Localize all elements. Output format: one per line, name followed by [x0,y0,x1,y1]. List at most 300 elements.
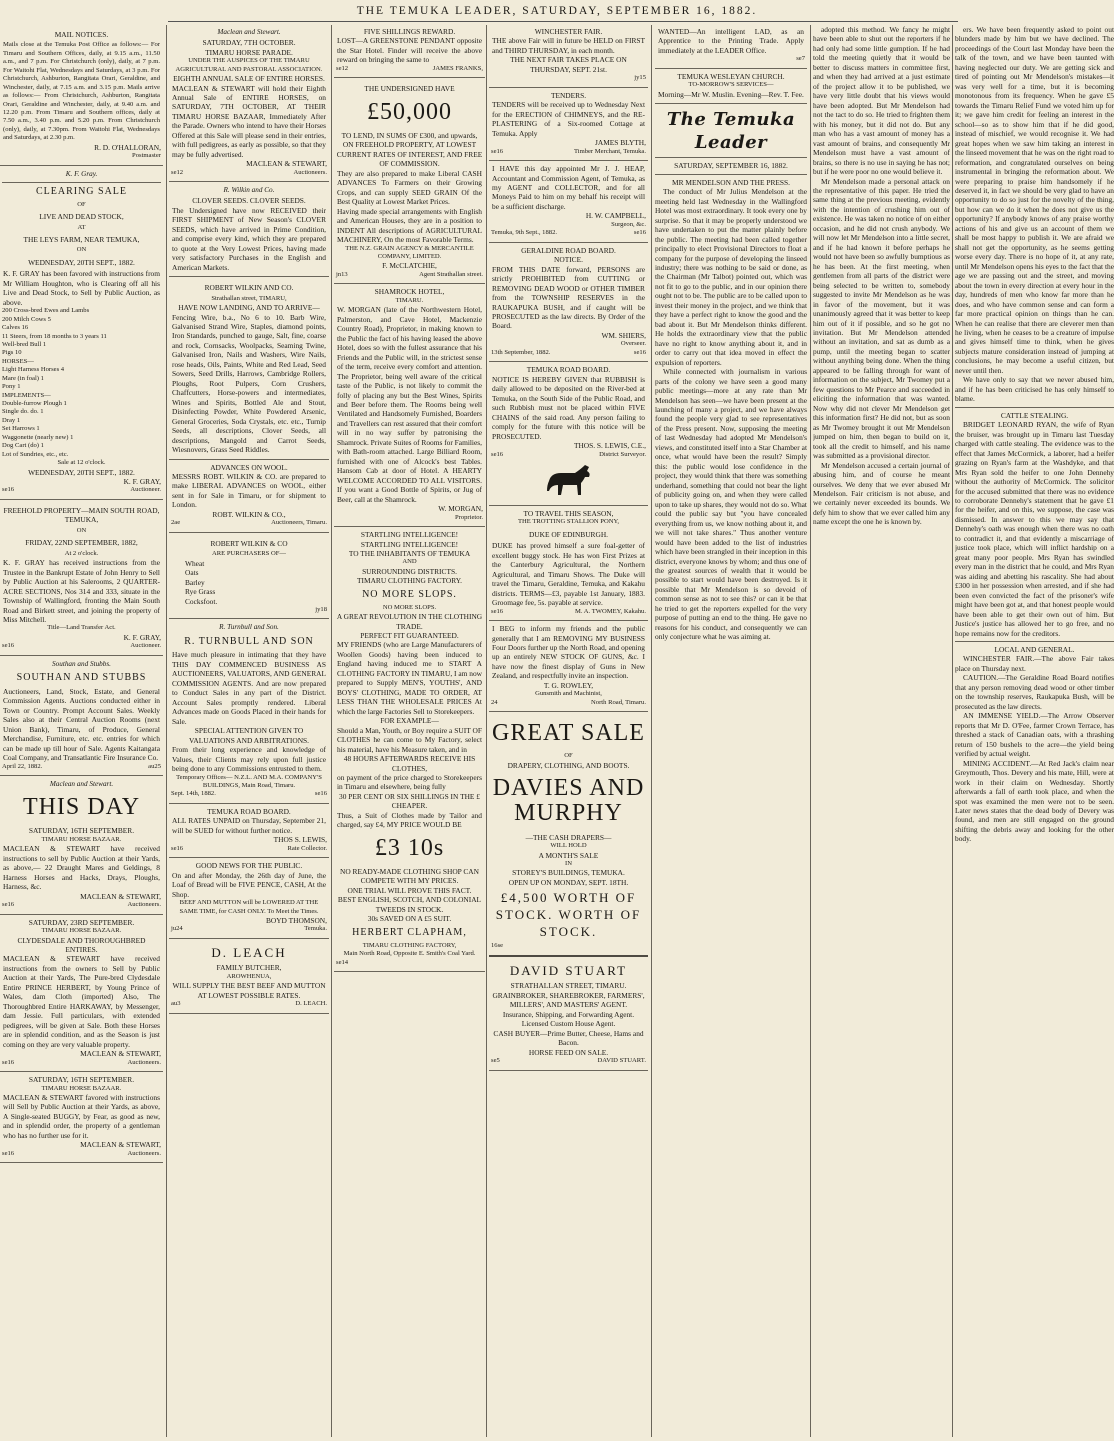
ad-code: se16 [171,844,184,852]
ad-signature: MACLEAN & STEWART, [246,159,327,169]
ad-body: I HAVE this day appointed Mr J. J. HEAP, Accountant and Commission Agent, of Temuka, as my AGENT and COLLECTOR, and for all Moneys Paid to him on my behalf his receipt will be a sufficient discharge. [492,164,645,211]
ad-body: TO LEND, IN SUMS OF £300, and upwards, ON FREEHOLD PROPERTY, AT LOWEST CURRENT RATES OF INTEREST, AND FREE OF COMMISSION. [336,130,483,169]
stock-item: IMPLEMENTS— [2,391,51,399]
ad-code: se12 [171,168,184,176]
ad-title: DAVID STUART [509,962,628,978]
ad-signature: H. W. CAMPBELL, [585,211,646,221]
this-day-title: THIS DAY [22,795,141,821]
wesleyan-church-notice [655,70,807,104]
mail-notices [0,25,163,166]
divider [655,174,807,175]
ad-title: WINCHESTER FAIR. [534,27,603,36]
ad-title: TEMUKA ROAD BOARD. [526,365,611,375]
masthead-rule [168,21,958,22]
winchester-fair-ad [489,25,648,88]
advertiser-heading: R. Wilkin and Co. [223,186,275,195]
article-paragraph: While connected with journalism in various parts of the colony we have seen a good many public meetings—more at any rate than Mr Mendelson has seen—we have been present at the launching of many a project, and we have always found the people very glad to see representatives of the Press present. Now, supposing the meeting of last Wednesday had adopted Mr Mendelson's views, and constituted itself into a Star Chamber at once, what would have been the result? Simply this: the public would lose confidence in the project, they would think that there was something underhand, something that could not bear the light of publicity going on, and when they were called upon to take up shares, they would not do so. What could the public say but "you have concealed everything from us, we know nothing about it, and we will not take shares." Thus another venture would have been added to the list of industries which have been strangled in their inception in this district, everyone knows by whom; and thus one of the greatest sources of wealth that it would be possible to start would have been destroyed. Is it possible that Mr Mendelson is so devoid of common sense as not to see this? or can it be that he tried to get the reporters expelled for the very purpose of putting an end to the thing. He gave no reasons for his conduct, and consequently we can only conjecture what he was aiming at. [655,367,807,642]
ad-address: North Road, Timaru. [591,698,646,706]
ad-title: CLOVER SEEDS. CLOVER SEEDS. [192,196,306,206]
ad-signature: MACLEAN & STEWART, [80,1140,161,1150]
buggy-sale-ad [0,1073,163,1163]
ad-signature-title: Auctioneers, Timaru. [271,519,327,527]
ad-roles: GRAINBROKER, SHAREBROKER, FARMERS', MILLERS', AND MASTERS' AGENT. [492,990,645,1010]
ad-body: Auctioneers, Land, Stock, Estate, and General Commission Agents. Auctions conducted either in Town or Country. Prompt Account Sales. Weekly Sales also at their Central Auction Rooms (next Union Bank), Timaru, of Produce, General Merchandise, Furniture, etc. etc. entries for which can be made up till hour of Sale. Agents Kaitangata Coal Company, and Transatlantic Fire Insurance Co. [3,686,160,763]
ad-eighth: EIGHTH ANNUAL SALE OF ENTIRE HORSES. [173,74,325,84]
ad-signature: JAMES FRANKS, [432,64,483,72]
ad-signature: T. G. ROWLEY, [543,680,594,690]
ad-body-2: From their long experience and knowledge of Values, their Clients may rely upon full justice being done to any Commissions entrusted to them. [172,745,326,774]
clothing-factory-ad [334,528,485,972]
ad-meat: BEEF AND MUTTON will be LOWERED AT THE SAME TIME, for CASH ONLY. To Meet the Times. [179,899,319,915]
ad-title: TEMUKA ROAD BOARD. [207,806,291,816]
leach-butcher-ad [169,940,329,1014]
ad-sub: ARE PURCHASERS OF— [211,550,286,558]
produce-item: Wheat [185,558,205,568]
reward-ad [334,25,485,78]
ad-signature: ROBT. WILKIN & CO., [212,509,286,519]
ad-code: se16 [491,450,504,458]
ad-address: STRATHALLAN STREET, TIMARU. [510,981,627,991]
ad-title: THE UNDERSIGNED HAVE [364,84,455,94]
ad-place: TIMARU HORSE BAZAAR. [41,835,122,843]
ad-title-line: Title—Land Transfer Act. [47,624,116,632]
ad-title: SHAMROCK HOTEL, [374,287,445,297]
ad-signature: DAVID STUART. [597,1057,646,1065]
ad-line: DRAPERY, CLOTHING, AND BOOTS. [507,760,630,770]
wanted-apprentice-ad [655,25,807,69]
ad-title-2: STARTLING INTELLIGENCE! [360,539,459,549]
local-item: WINCHESTER FAIR.—The above Fair takes place on Thursday next. [955,654,1114,673]
ad-code: se12 [336,64,349,72]
ad-signature: THE N.Z. GRAIN AGENCY & MERCANTILE COMPANY, LIMITED. [345,244,474,261]
ad-signature: K. F. GRAY, [123,632,161,642]
ad-body: WILL SUPPLY THE BEST BEEF AND MUTTON AT LOWEST POSSIBLE RATES. [172,981,326,1000]
ad-under: UNDER THE AUSPICES OF THE TIMARU AGRICULTURAL AND PASTORAL ASSOCIATION. [175,57,323,73]
local-item: CAUTION.—The Geraldine Road Board notifies that any person removing dead wood or other timber on the township reserves, Raukapuka Bush, will be prosecuted as the law directs. [955,673,1114,711]
clover-seeds-ad [169,183,329,277]
stock-item: Pigs 10 [2,349,22,357]
ad-body: FROM THIS DATE forward, PERSONS are strictly PROHIBITED from CUTTING or REMOVING DEAD WOOD or OTHER TIMBER from the TOWNSHIP RESERVES in the RAUKAPUKA BUSH, and if caught will be PROSECUTED as the law directs. By Order of the Board. [492,264,645,331]
article-paragraph: The conduct of Mr Julius Mendelson at the meeting held last Wednesday in the Wallingford Hotel was most extraordinary. It took every one by surprise. So that it may be properly understood we have undertaken to put the matter plainly before the public. The meeting had been called together principally to elect Provisional Directors to float a company for the purpose of developing the linseed industry; there was nothing to be said or done, as the Chairman (Mr Talbot) pointed out, which was not fit to go to the public, and in our opinion there ought not to be. The public are to be called upon to invest their money in the project, and we think that they have a perfect right to know the good and the bad about it. But Mr Mendelson thinks different. He holds the extraordinary view that the public have no right to know anything about it, and in order to carry out that idea moved in effect the expulsion of reporters. [655,187,807,367]
ad-signature-title: Auctioneer. [130,642,161,650]
stock-item: Dray 1 [2,416,21,424]
ad-place: THE LEYS FARM, NEAR TEMUKA, [23,234,140,244]
ad-title: ADVANCES ON WOOL. [210,462,288,472]
article-paragraph: Mr Mendelson accused a certain journal of abusing him, and of course he meant ourselves. We deny that we ever abused Mr Mendelson. Fair criticism is not abuse, and we certainly never exceeded its bounds. We defy him to show that we ever called him any name except the one he is known by. [813,460,950,527]
ad-date: FRIDAY, 22ND SEPTEMBER, 1882, [25,538,138,548]
ad-body: TENDERS will be received up to Wednesday Next for the ERECTION of CHIMNEYS, and the RE-PLASTERING of a Six-roomed Cottage at Temuka. Apply [492,100,645,138]
ad-body: THE above Fair will in future be HELD on FIRST and THIRD THURSDAY, in each month. [492,36,645,55]
stock-item: Calves 16 [2,324,29,332]
ad-signature-title: TIMARU CLOTHING FACTORY, [362,941,457,949]
clydesdale-sale-ad [0,916,163,1072]
ad-signature-title: Auctioneer. [130,486,161,494]
ad-signature-2: F. McCLATCHIE, [382,261,437,271]
produce-list [171,559,327,606]
ad-body-3: Having made special arrangements with English and American Houses, they are in a position to INDENT All descriptions of AGRICULTURAL MACHINERY, On the most Favorable Terms. [337,206,482,245]
ad-code: se16 [314,790,327,798]
ad-signature: THOS S. LEWIS, [273,835,327,845]
page-masthead: THE TEMUKA LEADER, SATURDAY, SEPTEMBER 16, 1882. [356,5,758,17]
church-title: TEMUKA WESLEYAN CHURCH. [677,71,785,81]
ad-signature: M. A. TWOMEY, Kakahu. [574,607,646,615]
column-rule [810,25,811,1437]
advertiser-heading: R. Turnbull and Son. [219,623,279,632]
advertiser-heading: Maclean and Stewart. [217,28,281,36]
column-6 [813,25,950,1437]
produce-item: Barley [185,577,205,587]
mail-signature-title: Postmaster [132,152,161,160]
stock-item: Well-bred Bull 1 [2,340,47,348]
divider [955,407,1114,408]
ad-signature: JAMES BLYTH, [595,138,646,148]
ad-body: WANTED—An intelligent LAD, as an Apprentice to the Printing Trade. Apply immediately at the LEADER Office. [658,27,804,55]
ad-signature: WM. SHIERS, [601,330,646,340]
gray-freehold-property [0,501,163,656]
ad-no-ready-made: NO READY-MADE CLOTHING SHOP CAN COMPETE WITH MY PRICES. [340,867,479,886]
column-7 [955,25,1114,1437]
column-5 [655,25,807,1437]
horse-icon [541,461,597,499]
ad-title: CLYDESDALE AND THOROUGHBRED ENTIRES. [17,935,146,954]
ad-signature: MACLEAN & STEWART, [80,891,161,901]
ad-body: I BEG to inform my friends and the public generally that I am REMOVING MY BUSINESS Four Doors further up the North Road, and opening up an entirely NEW STOCK OF GUNS, &c. I have now the finest display of Guns in New Zealand, and respectfully invite an inspection. [492,624,645,681]
local-general-title: LOCAL AND GENERAL. [994,645,1075,654]
great-sale-title: GREAT SALE [492,721,645,747]
leader-masthead: The Temuka Leader [666,109,796,154]
ad-of: OF [77,200,86,208]
stock-item: HORSES— [2,357,34,365]
ad-sub: NOTICE. [554,255,583,265]
ad-body: LOST—A GREENSTONE PENDANT opposite the Star Hotel. Finder will receive the above reward on bringing the same to [337,36,482,65]
ad-code: se16 [491,607,504,615]
ad-address: Main North Road, Opposite E. Smith's Coal Yard. [343,950,476,958]
ad-date: April 22, 1882. [2,762,43,770]
ad-slops: NO MORE SLOPS. [362,588,457,600]
ad-code: jy18 [315,606,327,614]
ad-fit: PERFECT FIT GUARANTEED. [360,630,459,640]
ad-date: SATURDAY, 16TH SEPTEMBER. [28,1075,135,1085]
produce-item: Oats [185,568,199,578]
ad-body: On and after Monday, the 26th day of June, the Loaf of Bread will be FIVE PENCE, CASH, At the Shop. [172,870,326,899]
stock-item: Lot of Sundries, etc., etc. [2,450,69,458]
ad-signature-title: Auctioneers. [127,1149,161,1157]
ad-title: TO TRAVEL THIS SEASON, [523,508,614,518]
church-services: Morning—Mr W. Muslin. Evening—Rev. T. Fee. [658,89,804,99]
ad-body: MACLEAN & STEWART favored with instructions will Sell by Public Auction at their Yards, as above, A Single-seated BUGGY, by Fear, as good as new, and in splendid order, the property of a gentleman who has no further use for it. [3,1092,160,1140]
ad-body: NOTICE IS HEREBY GIVEN that RUBBISH is daily allowed to be deposited on the River-bed at Temuka, on the South Side of the Public Road, and such Rubbish must not be placed within FIVE CHAINS of the said road. Any person failing to comply for the future with this notice will be PROSECUTED. [492,374,645,441]
stock-item: Single do. do. 1 [2,408,44,416]
ad-body-3: on payment of the price charged to Storekeepers in Timaru and elsewhere, being fully [337,773,482,792]
good-news-ad [169,859,329,939]
ad-body: MESSRS ROBT. WILKIN & CO. are prepared to make LIBERAL ADVANCES on WOOL, either sent in for Sale in Timaru, or for shipment to London. [172,472,326,510]
ad-title: ROBERT WILKIN AND CO. [204,283,294,293]
divider [955,641,1114,642]
article-title: MR MENDELSON AND THE PRESS. [672,177,790,187]
ad-title: TENDERS. [550,90,587,100]
ad-sub: FAMILY BUTCHER, [216,963,282,973]
mail-signature: R. D. O'HALLORAN, [94,142,161,152]
ad-at: AT [77,223,86,231]
article-paragraph: We have only to say that we never abused him, and if he has been criticised he has only himself to blame. [955,375,1114,404]
ad-body-2: They are also prepared to make Liberal CASH ADVANCES To Farmers on their Growing Crops, and can supply SEED GRAIN Of the Best Quality at Lowest Market Prices. [337,168,482,207]
ad-body: Have much pleasure in intimating that they have THIS DAY COMMENCED BUSINESS AS AUCTIONEERS, VALUATORS, AND GENERAL COMMISSION AGENTS. And are now prepared to Conduct Sales in any part of the District. Account Sales promptly rendered. Liberal Advances made on Goods Placed in their hands for Sale. [172,650,326,726]
article-paragraph: ers. We have been frequently asked to point out blunders made by him but we have declined. The proceedings of the Court last Monday have been the talk of the town, and we have been taunted with having neglected our duty. We are getting sick and tired of pointing out Mr Mendelson's mistakes—it was very well for a time, but it is becoming monotonous from its frequency. When he gave £5 towards the Timaru Relief Fund we voted him up for it; we gave him credit for feeling an interest in the school—so as to show him that if he did good, instead of mischief, we would recognise it. We had great hopes when we saw him taking an interest in the linseed movement that he was on the right road to reformation, and congratulated ourselves on being instrumental in bringing the reformation about. We were preparing to praise him handsomely if he deserved it, in fact we should be very glad to have an opportunity to do so just for the novelty of the thing, but how can we do it when he does not give us the opportunity? If anybody knows of any praise worthy actions of his and give us an account of them we shall be most happy to publish it. We are afraid we shall not get the opportunity, as he seems getting worse every day. There is no hope of it, at any rate, until Mr Mendelson opens his eyes to the fact that the age we are passing out and the street, and moving about the town in every direction at every hour in the day, hundreds of men who know far more than he does, and who have common sense and can form a far more practical opinion on things than he can. When he can realise that there are cleverer men than he living, when he ceases to be a creature of impulse and gives himself time to think, when he gives subjects mature consideration instead of jumping at conclusions, he may become a useful citizen, but never until then. [955,25,1114,375]
column-rule [486,25,487,1437]
ad-next: THE NEXT FAIR TAKES PLACE ON THURSDAY, SEPT. 21st. [510,55,627,74]
ad-body: K. F. GRAY has been favored with instructions from Mr William Houghton, who is Clearing off all his Live and Dead Stock, to Sell by Public Auction, as above. [3,269,160,307]
great-sale-ad [489,713,648,957]
local-item: AN IMMENSE YIELD.—The Arrow Observer reports that Mr D. O'Fee, farmer Crown Terrace, has threshed a stack of Canadian oats, with a thrashing return of 150 bushels to the acre—the yield being verified by actual weight. [955,711,1114,759]
ad-to: TO THE INHABITANTS OF TEMUKA [348,548,471,558]
ad-of: OF [564,752,573,760]
ad-code: 16se [491,942,504,950]
ad-place: TIMARU. [395,296,424,304]
ad-address: Strathallan street, TIMARU, [211,294,287,302]
ad-signature: THOS. S. LEWIS, C.E., [573,441,646,451]
this-day-ad [0,777,163,915]
ad-month: A MONTH'S SALE [538,850,599,860]
ad-signature-title: Temuka. [304,925,327,933]
ad-and: AND [402,558,417,566]
mail-body: Mails close at the Temuka Post Office as follows:— For Timaru and Southern Offices, daily, at 9.15 a.m., 11.50 a.m., and 7 p.m. For Christchurch (only), daily, at 7 p.m. For Waitohi Flat, Wednesdays and Saturdays, at 3 p.m. For Christchurch, Ashburton, Rangitata Orari, Geraldine, and Winchester, daily, at 7.15 a.m. and 3.15 p.m. Mails arrive as follows:— From Christchurch, Ashburton, Rangitata Orari, Geraldine and Winchester, daily, at 9.40 a.m. and 12.20 p.m. From Timaru and Southern offices, daily at 7.50 a.m., 3.40 p.m. and 5.20 p.m. From Christchurch (only), daily, at 7.30pm. From Waitohi Flat, Wednesdays and Saturdays, at 2.30 p.m. [3,41,160,142]
column-rule [952,25,953,1437]
money-to-lend-ad [334,79,485,284]
ad-signature-3: Agent Strathallan street. [419,270,483,278]
leader-dateline: SATURDAY, SEPTEMBER 16, 1882. [674,161,788,171]
cattle-stealing-body: BRIDGET LEONARD RYAN, the wife of Ryan the bruiser, was brought up in Timaru last Tuesday charged with cattle stealing. The evidence was to the effect that James McCormick, a laborer, had a heifer grazing on Ryan's farm at the Washdyke, and that Mrs Ryan sold the heifer to one John Dennehy without the authority of McCormick. The solicitor for the accused submitted that there was no evidence to corroborate Dennehy's statement that he gave £1 for the heifer, and on this, we suppose, the case was dismissed. In answer to this we may say that Dennehy's oath was enough when there was no oath to contradict it, and that evidently a miscarriage of justice took place, which will inflict hardship on a great many poor people. Mrs Ryan has swindled every man in the district that he could, and Mrs Ryan was aiding and abetting his rascality. She had about £300 in her possession when arrested, and if she had been even convicted the fact of the prisoner's wife might have been got at, and that honest people would have been able to get their own out of him. But Justice's justice has allowed her to go free, and no hope remains now for the creditors. [955,420,1114,638]
ad-cash-buyer: CASH BUYER—Prime Butter, Cheese, Hams and Bacon. [493,1028,644,1048]
cattle-stealing-title: CATTLE STEALING. [1000,410,1069,420]
ad-date: Sept. 14th, 1882. [171,790,216,798]
ad-code: se7 [796,55,805,63]
ad-signature: W. MORGAN, [438,504,483,514]
rowley-gunsmith-ad [489,622,648,712]
stock-item: Set Harrows 1 [2,425,40,433]
ad-signature-title: Rate Collector. [287,844,327,852]
ad-title: GOOD NEWS FOR THE PUBLIC. [195,861,303,871]
stock-item: Waggonette (nearly new) 1 [2,433,74,441]
ad-code: au3 [171,1000,181,1008]
ad-title: FREEHOLD PROPERTY—MAIN SOUTH ROAD, TEMUKA, [3,505,160,525]
mail-title: MAIL NOTICES. [54,30,109,39]
ad-body: MACLEAN & STEWART will hold their Eighth Annual Sale of ENTIRE HORSES, on SATURDAY, 7TH OCTOBER, AT THEIR TIMARU HORSE BAZAAR, Immediately After the Parade. Owners who intend to have their Horses Offered at this Sale will please send in their entries, with full pedigrees, as early as possible, so that they may be fully advertised. [172,83,326,159]
ad-body: K. F. GRAY has received instructions from the Trustee in the Bankrupt Estate of John Henry to Sell by Public Auction at his Salerooms, 2 QUARTER-ACRE SECTIONS, Nos 314 and 333, situate in the Township of Wallingford, fronting the Main South Road and Birkett street, and joining the property of Miss Mitchell. [3,558,160,625]
ad-code: 2ae [171,519,181,527]
ad-code: 24 [491,698,498,706]
ad-title: D. LEACH [211,944,287,960]
ad-date: SATURDAY, 23RD SEPTEMBER. [28,917,135,927]
ad-body-4: Thus, a Suit of Clothes made by Tailor and charged, say £4, MY PRICE WOULD BE [337,810,482,830]
ad-slops-2: NO MORE SLOPS. [382,603,437,611]
stock-item: Double-furrow Plough 1 [2,400,67,408]
ad-code: se16 [633,348,646,356]
column-1 [0,25,163,1437]
southan-stubbs-ad [0,657,163,776]
wilkin-buyers-ad [169,534,329,620]
stock-item: 11 Steers, from 18 months to 3 years 11 [2,332,107,340]
ad-body: The Undersigned have now RECEIVED their FIRST SHIPMENT of New Season's CLOVER SEEDS, which have arrived in Prime Condition, and comprise every kind, which they are prepared to quote at the Very Lowest Prices, having made very satisfactory Purchases in the English and American Markets. [172,205,326,272]
horse-parade-ad [169,25,329,182]
davies-murphy-title: DAVIES AND MURPHY [492,776,645,827]
column-2 [169,25,329,1437]
column-rule [166,25,167,1437]
ad-horse-feed: HORSE FEED ON SALE. [528,1047,609,1057]
tenders-ad [489,89,648,161]
divider [2,182,161,183]
advertiser-heading: Maclean and Stewart. [49,780,114,789]
ad-items: Fencing Wire, b.a., No 6 to 10. Barb Wire, Galvanised Strand Wire, Staples, diamond points, Iron Standards, punched to gauge, Salt, fine, coarse and rock, Cornsacks, Woolpacks, Seaming Twine, Galvanised Iron, Nails and Washers, Wire Nails, rose heads, Oils, Paints, White and Red Lead, Seed Sowers, Seed Drills, Harrows, Cambridge Rollers, Ploughs, Root Pulpers, Corn Crushers, Chaffcutters, Horse-powers and intermediates, Wines and Spirits, Bottled Ale and Stout, Disinfecting Powder, White Powdered Arsenic, General Groceries, Soda Crystals, etc. etc., Turnip Seeds, all descriptions, Clover Seeds, all descriptions, Mangold and Carrot Seeds, Wiesnovers, Grass Seed Riddles. [172,312,326,455]
ad-date: SATURDAY, 16TH SEPTEMBER. [28,826,135,836]
column-3 [334,25,485,1437]
geraldine-road-board-ad [489,244,648,363]
ad-date: WEDNESDAY, 20TH SEPT., 1882. [28,257,135,267]
ad-signature: HERBERT CLAPHAM, [352,926,467,938]
ad-code: se16 [2,486,15,494]
ad-title: ROBERT WILKIN & CO [210,538,288,548]
article-paragraph: adopted this method. We fancy he might have been able to shut out the reporters if he had only had some little gumption. If he had told the meeting quietly that it would be better to discuss matters in committee first, and when they had arrived at a just estimate of the project allow it to be published, we have very little doubt that his views would have been adopted. But Mr Mendelson had not the tact to do so. He tried to frighten them with his money, but it did not do. But any man who has a vast amount of money has a vast amount of brains, and consequently Mr Mendelson must have a vast amount of brains, so there is no use in saying he has not; but if he were poor no one would believe it. [813,25,950,177]
ad-price: £3 10s [374,835,445,861]
ad-code: se16 [2,1058,15,1066]
ad-signature-title: Auctioneers. [127,901,161,909]
divider [655,157,807,158]
ad-amount: £50,000 [367,99,452,125]
ad-signature-title: Gunsmith and Machinist, [535,690,602,698]
ad-title: TIMARU HORSE PARADE. [205,47,293,57]
column-4 [489,25,648,1437]
ad-signature: BOYD THOMSON, [265,915,327,925]
ad-title: SOUTHAN AND STUBBS [16,672,147,684]
ad-code: se16 [491,147,504,155]
ad-signature: MACLEAN & STEWART, [80,1049,161,1059]
church-sub: TO-MORROW'S SERVICES— [688,81,774,89]
ad-title: R. TURNBULL AND SON [184,635,314,647]
ad-code: jn13 [336,270,348,278]
ad-hours: 48 HOURS AFTERWARDS RECEIVE HIS CLOTHES, [343,754,476,773]
ad-on: ON [76,246,87,254]
temuka-road-board-rates [169,805,329,858]
advances-ad [169,461,329,533]
ad-signature-title: Surgeon, &c. [611,220,646,228]
ad-signature: D. LEACH. [295,1000,327,1008]
ad-date: 13th September, 1882. [491,348,551,356]
ad-signature-title: Auctioneers. [127,1058,161,1066]
ad-sub: THE TROTTING STALLION PONY, [517,518,620,526]
ad-body-2: Should a Man, Youth, or Boy require a SUIT OF CLOTHES he can come to My Factory, select his material, have his Measure taken, and in [337,725,482,754]
ad-code: se16 [2,642,15,650]
ad-store: STOREY'S BUILDINGS, TEMUKA. [512,868,625,878]
ad-code: se16 [2,1149,15,1157]
ad-revolution: A GREAT REVOLUTION IN THE CLOTHING TRADE. [336,612,483,631]
ad-title-2: HAVE NOW LANDING, AND TO ARRIVE— [178,303,320,313]
stock-list [2,307,161,459]
stock-item: Mare (in foal) 1 [2,374,44,382]
ad-title-2: LIVE AND DEAD STOCK, [39,212,124,222]
ad-date: Temuka, 9th Sept., 1882. [491,229,558,237]
ad-offices: Temporary Offices— N.Z.L. AND M.A. COMPANY'S BUILDINGS, Main Road, Timaru. [176,773,322,790]
ad-place: TIMARU HORSE BAZAAR. [41,927,122,935]
ad-code: au25 [148,762,161,770]
ad-signature-title: Auctioneers. [293,168,327,176]
ad-body: MACLEAN & STEWART have received instructions to sell by Public Auction at their Yards, as above,— 22 Draught Mares and Geldings, 8 Harness Horses and Hacks, Drays, Ploughs, Harness, &c. [3,844,160,892]
ad-special: SPECIAL ATTENTION GIVEN TO VALUATIONS AND ARBITRATIONS. [189,726,309,745]
ad-date: SATURDAY, 7TH OCTOBER. [202,38,296,48]
turnbull-ad [169,620,329,803]
stock-item: 200 Cross-bred Ewes and Lambs [2,307,90,315]
ad-insurance: Insurance, Shipping, and Forwarding Agent. [502,1009,635,1019]
ad-surrounding: SURROUNDING DISTRICTS. [362,566,457,576]
stock-item: 200 Milch Cows 5 [2,315,51,323]
ad-on: ON [76,526,87,534]
ad-code: se16 [633,229,646,237]
column-rule [331,25,332,1437]
stock-item: Pony 1 [2,383,21,391]
ad-foot-date: WEDNESDAY, 20TH SEPT., 1882. [28,467,135,477]
temuka-road-board-rubbish [489,363,648,506]
ad-trial: ONE TRIAL WILL PROVE THIS FACT. [347,885,472,895]
ad-time: At 2 o'clock. [64,549,99,557]
ad-signature-title: Proprietor. [454,513,483,521]
sale-time: Sale at 12 o'clock. [57,459,106,467]
ad-body: MACLEAN & STEWART have received instructions from the owners to Sell by Public Auction at their Yards, The Pure-bred Clydesdale Entire PRINCE HERBERT, by Young Prince of Wales, dam Cloth (imported) Also, The Thoroughbred Entire HARKAWAY, by Messenger, dam Jessie. Full particulars, with extended pedigrees, will be given at Sale. Both these Horses are in splendid condition, and as the Season is just coming on they are very valuable property. [3,954,160,1049]
ad-body: MY FRIENDS (who are Large Manufacturers of Woollen Goods) having been induced to England having induced me to START A CLOTHING FACTORY IN TIMARU, I am now prepared to Supply MEN'S, YOUTHS', AND BOYS' CLOTHING, MADE TO ORDER, AT LESS THAN THE WHOLESALE PRICES At which the large Factories Sell to Storekeepers. [337,640,482,716]
ad-licensed: Licensed Custom House Agent. [521,1019,616,1029]
ad-save: 30s SAVED ON A £5 SUIT. [367,914,452,924]
ad-title: CLEARING SALE [35,185,128,197]
article-paragraph: Mr Mendelson made a personal attack on the representative of this paper. He tried the same thing at the previous meeting, evidently with the intention of crushing him out of existence. He was taken no notice of on either occasion, and he did not crush anybody. We will now let Mr Mendelson into a little secret, and if he had known it before perhaps he would not have been so awfully bumptious as he has been. At the first meeting, when gentlemen from all parts of the district were being selected to be written to, somebody suggested to invite Mr Mendelson as he was in favor of the movement, but it was unanimously agreed that it was better to keep him out of it if possible, and so he got no invitation. But Mr Mendelson attended without an invitation, and sat as dumb as a pump, until the meeting began to scatter without anything being done. When the thing appeared to be falling through for want of information on the subject, Mr Twomey put a few questions to Mr Pearce and succeeded in eliciting the information that was wanted. Now why did not clever Mr Mendelson get this information first? He did not, but as soon as Mr Twomey brought it out Mr Mendelson jumped on him, then began to build on it, took all the credit to himself, and his name was submitted as a provisional director. [813,176,950,461]
stock-item: Light Harness Horses 4 [2,366,65,374]
ad-percent: 30 PER CENT OR SIX SHILLINGS IN THE £ CHEAPER. [339,791,480,811]
ad-body: ALL RATES UNPAID on Thursday, September 21, will be SUED for without further notice. [172,816,326,835]
ad-place: AROWHENUA, [226,972,272,980]
produce-item: Cocksfoot. [185,596,218,606]
column-rule [651,25,652,1437]
ad-worth: £4,500 WORTH OF STOCK. WORTH OF STOCK. [495,890,642,939]
produce-item: Rye Grass [185,587,216,597]
david-stuart-ad [489,958,648,1071]
ad-body: W. MORGAN (late of the Northwestern Hotel, Palmerston, and Cave Hotel, Mackenzie Country Road), Proprietor, in making known to the Public the fact of his having leased the above Hotel, does so with the fullest assurance that his Friends and the Public will, in the strictest sense of the term, receive every comfort and attention. The Proprietor, being well aware of the critical taste of the Public, is not likely to commit the folly of placing any but the Best Wines, Spirits and Beer before them. The Rooms being well Ventilated and Handsomely Furnished, Boarders and Travellers can rest assured that their comfort will in no way suffer by patronising the Shamrock. Private Suites of Rooms for Families, with Bath-room attached. Large Billiard Room, furnished with one of Alcock's best Tables. Hansom Cab at door of Hotel. A HEARTY WELCOME ACCORDED TO ALL VISITORS. If you want a Good Bottle of Spirits, or Jug of Beer, call at the Shamrock. [337,305,482,504]
stock-item: Dog Cart (do) 1 [2,442,44,450]
ad-title: FIVE SHILLINGS REWARD. [363,27,456,36]
ad-code: se14 [336,958,349,966]
ad-signature-title: District Surveyor. [599,450,646,458]
campbell-agent-ad [489,162,648,243]
ad-signature-title: Overseer. [620,340,646,348]
ad-factory: TIMARU CLOTHING FACTORY. [357,576,462,586]
ad-title: GERALDINE ROAD BOARD. [521,245,616,255]
wilkin-landing-ad [169,278,329,459]
ad-name: DUKE OF EDINBURGH. [528,529,609,539]
shamrock-hotel-ad [334,285,485,527]
ad-best: BEST ENGLISH, SCOTCH, AND COLONIAL TWEEDS IN STOCK. [337,895,482,914]
ad-signature-title: Timber Merchant, Temuka. [573,147,646,155]
ad-title: STARTLING INTELLIGENCE! [360,530,459,540]
duke-of-edinburgh-ad [489,507,648,621]
advertiser-heading: K. F. Gray. [65,169,98,178]
ad-signature: K. F. GRAY, [123,477,161,487]
ad-drapers: —THE CASH DRAPERS— [525,832,612,842]
ad-code: jy15 [634,74,646,82]
ad-body: DUKE has proved himself a sure foal-getter of excellent buggy stock. He has won First Prizes at the Canterbury Agricultural, the Northern Agricultural, and Timaru Shows. The Duke will travel the Timaru, Geraldine, Temuka, and Kakahu districts. TERMS—£3, payable 1st January, 1883. Groomage fee, 5s. payable at service. [492,541,645,608]
advertiser-heading: Southan and Stubbs. [52,659,111,668]
ad-code: se5 [491,1057,500,1065]
gray-clearing-sale [0,167,163,500]
ad-code: se16 [2,901,15,909]
ad-open: OPEN UP ON MONDAY, SEPT. 18TH. [508,877,629,887]
ad-will: WILL HOLD [550,842,587,850]
ad-code: ju24 [171,925,183,933]
ad-example: FOR EXAMPLE— [380,716,439,726]
